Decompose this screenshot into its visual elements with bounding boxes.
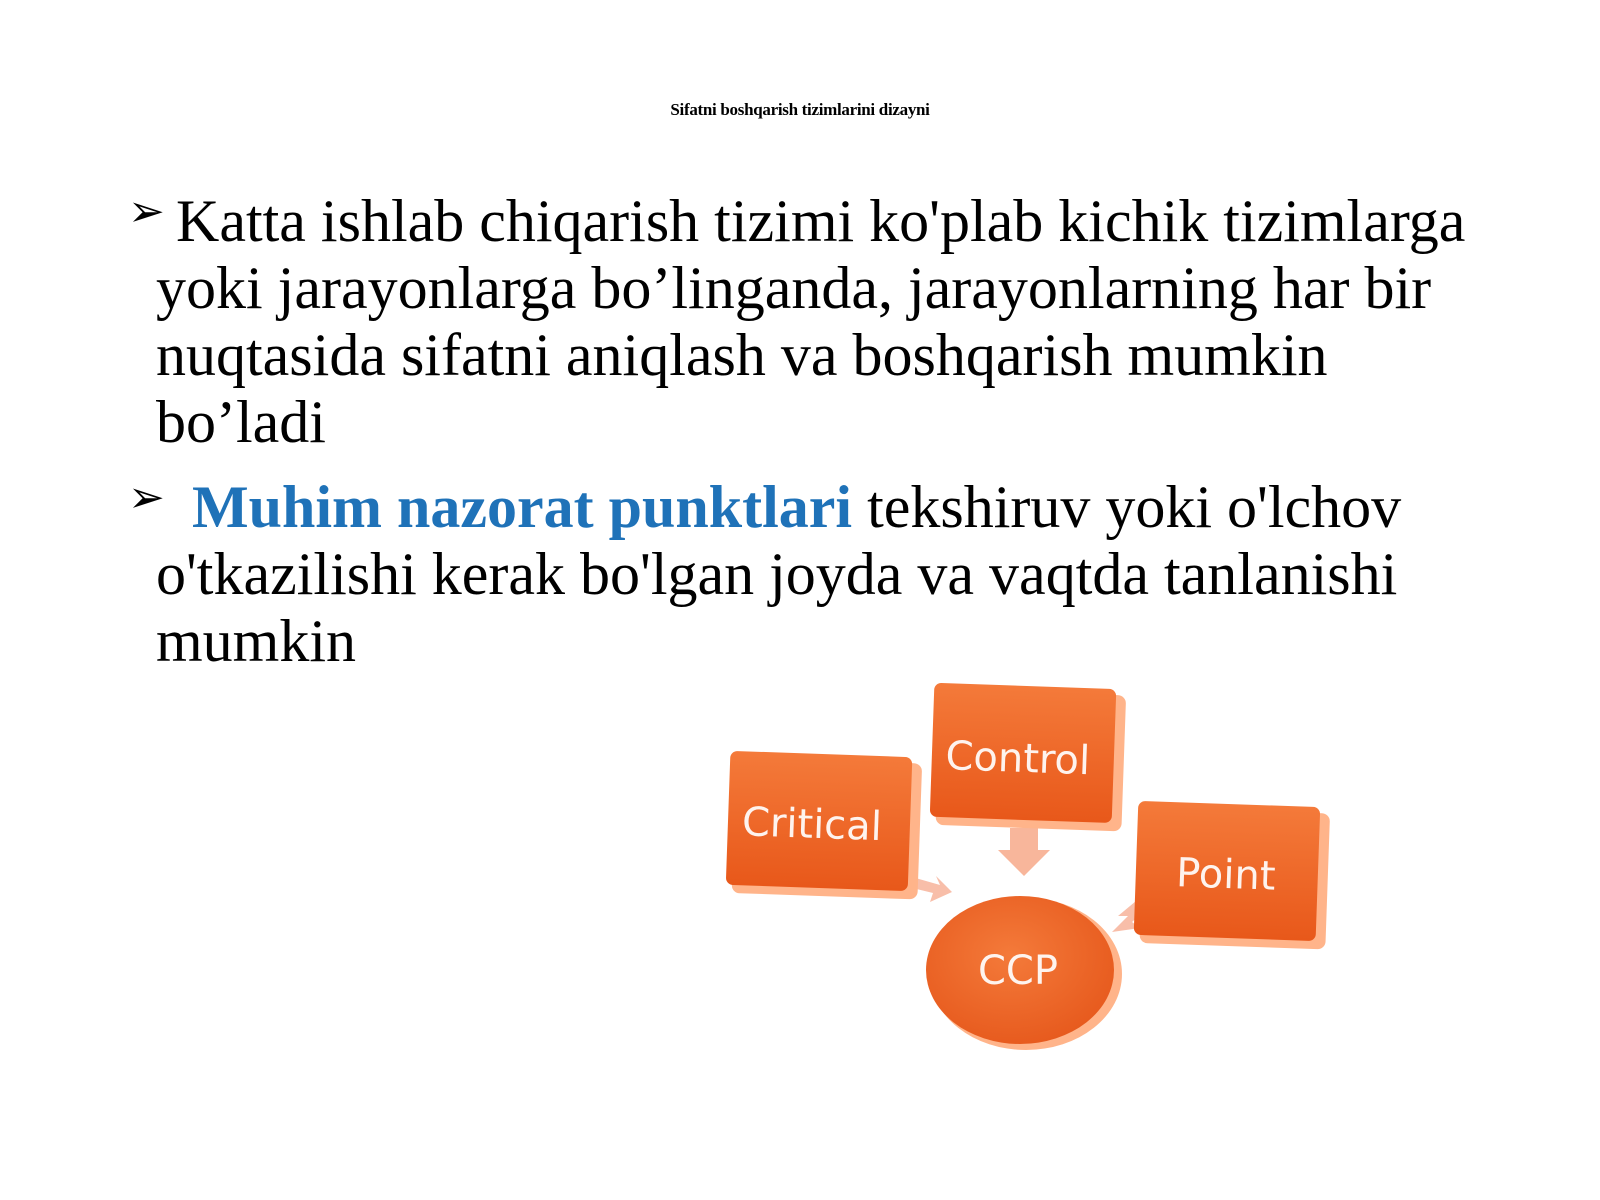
bullet-text: tekshiruv yoki o'lchov o'tkazilishi kerak bo'lgan joyda va vaqtda tanlanishi mumkin — [156, 474, 1402, 674]
ccp-diagram — [720, 680, 1360, 1080]
arrow-bullet-icon: ➢ — [128, 186, 165, 237]
ccp-diagram-svg — [720, 680, 1360, 1080]
arrow-bullet-icon: ➢ — [128, 472, 165, 523]
critical-label: Critical — [741, 799, 883, 851]
bullet-item — [130, 474, 1470, 675]
bullet-list — [130, 188, 1470, 693]
control-label: Control — [944, 733, 1091, 785]
bullet-highlight: Muhim nazorat punktlari — [192, 474, 853, 540]
point-box — [1133, 801, 1330, 950]
ccp-circle — [926, 896, 1122, 1050]
bullet-item — [130, 188, 1470, 456]
control-box — [929, 683, 1126, 832]
point-label: Point — [1175, 850, 1277, 900]
bullet-text: Katta ishlab chiqarish tizimi ko'plab kichik tizimlarga yoki jarayonlarga bo’linganda, jarayonlarning har bir nuqtasida sifatni aniqlash va boshqarish mumkin bo’ladi — [156, 188, 1466, 455]
slide-title: Sifatni boshqarish tizimlarini dizayni — [670, 100, 930, 119]
ccp-label: CCP — [978, 948, 1058, 994]
arrow-control-to-ccp — [998, 828, 1050, 876]
critical-box — [726, 751, 923, 900]
